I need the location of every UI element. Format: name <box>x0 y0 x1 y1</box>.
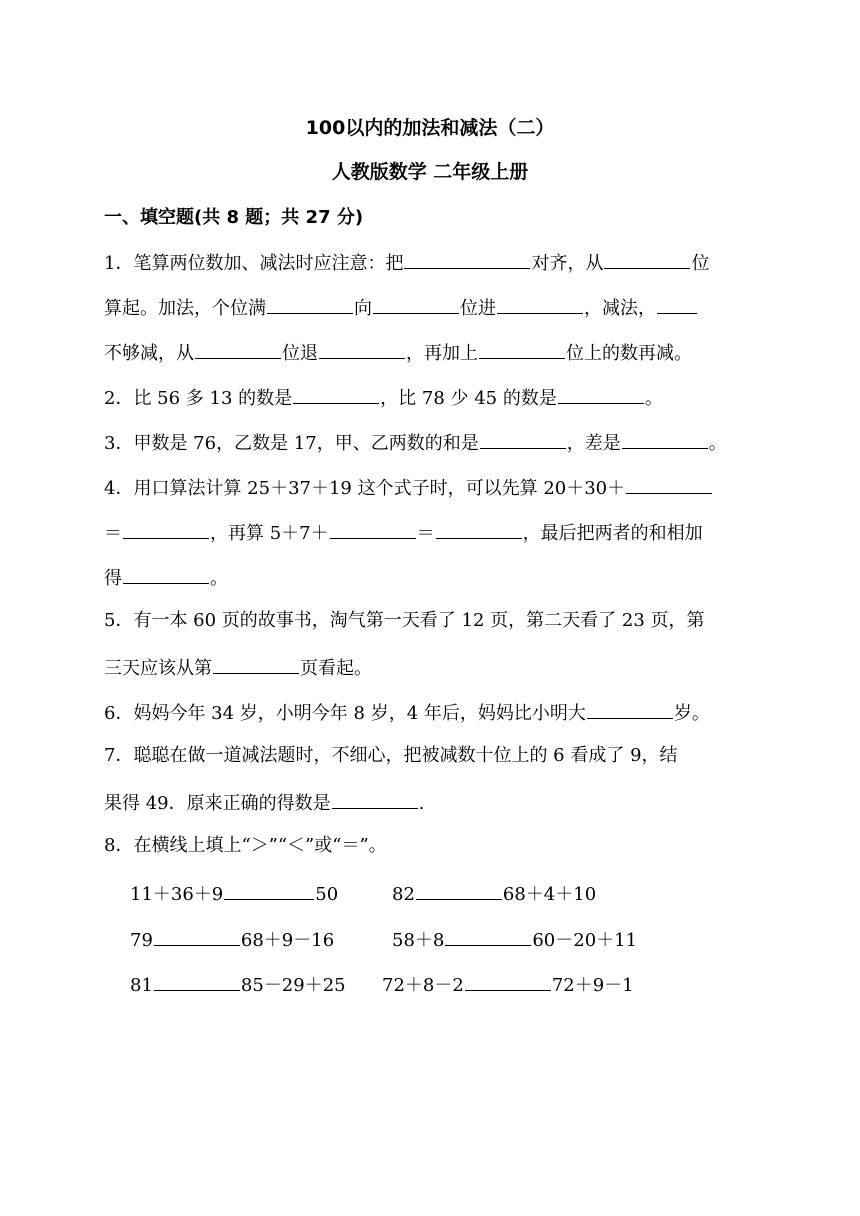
comparison-item: 79 68＋9－16 <box>130 925 334 954</box>
comparison-item: 81 85－29＋25 <box>130 970 346 999</box>
answer-blank[interactable] <box>465 970 551 991</box>
question-8-intro: 8．在横线上填上“＞”“＜”或“＝”。 <box>104 835 387 856</box>
comparison-item: 11＋36＋9 50 <box>130 879 338 908</box>
question-4-line-2: ＝ ，再算 5＋7＋ ＝ ，最后把两者的和相加 <box>104 518 760 547</box>
question-1-line-2: 算起。加法，个位满 向 位进 ，减法， <box>104 293 760 322</box>
answer-blank[interactable] <box>195 338 281 359</box>
answer-blank[interactable] <box>436 518 522 539</box>
question-2: 2．比 56 多 13 的数是 ，比 78 少 45 的数是 。 <box>104 383 760 412</box>
question-5-line-1: 5．有一本 60 页的故事书，淘气第一天看了 12 页，第二天看了 23 页，第 <box>104 610 705 631</box>
question-1-line-1: 1．笔算两位数加、减法时应注意：把 对齐，从 位 <box>104 248 760 277</box>
comparison-item: 72＋8－2 72＋9－1 <box>382 970 634 999</box>
page-subtitle: 人教版数学 二年级上册 <box>331 161 529 183</box>
question-4-line-3: 得 。 <box>104 563 760 592</box>
answer-blank[interactable] <box>373 293 459 314</box>
answer-blank[interactable] <box>657 293 697 314</box>
answer-blank[interactable] <box>479 338 565 359</box>
question-1-line-3: 不够减，从 位退 ，再加上 位上的数再减。 <box>104 338 760 367</box>
answer-blank[interactable] <box>604 248 690 269</box>
answer-blank[interactable] <box>480 428 566 449</box>
answer-blank[interactable] <box>319 338 405 359</box>
answer-blank[interactable] <box>622 428 708 449</box>
answer-blank[interactable] <box>123 518 209 539</box>
answer-blank[interactable] <box>154 970 240 991</box>
section-heading: 一、填空题(共 8 题；共 27 分) <box>104 207 364 228</box>
question-3: 3．甲数是 76，乙数是 17，甲、乙两数的和是 ，差是 。 <box>104 428 760 457</box>
question-6: 6．妈妈今年 34 岁，小明今年 8 岁，4 年后，妈妈比小明大 岁。 <box>104 698 760 727</box>
answer-blank[interactable] <box>404 248 530 269</box>
answer-blank[interactable] <box>626 473 712 494</box>
answer-blank[interactable] <box>213 653 299 674</box>
answer-blank[interactable] <box>293 383 379 404</box>
question-5-line-2: 三天应该从第 页看起。 <box>104 653 760 682</box>
question-4-line-1: 4．用口算法计算 25＋37＋19 这个式子时，可以先算 20＋30＋ <box>104 473 760 502</box>
comparison-item: 58＋8 60－20＋11 <box>392 925 637 954</box>
question-7-line-1: 7．聪聪在做一道减法题时，不细心，把被减数十位上的 6 看成了 9，结 <box>104 745 678 766</box>
answer-blank[interactable] <box>416 879 502 900</box>
question-7-line-2: 果得 49．原来正确的得数是 . <box>104 788 760 817</box>
answer-blank[interactable] <box>497 293 583 314</box>
answer-blank[interactable] <box>558 383 644 404</box>
answer-blank[interactable] <box>332 788 418 809</box>
page-title: 100以内的加法和减法（二） <box>305 117 555 139</box>
answer-blank[interactable] <box>123 563 209 584</box>
answer-blank[interactable] <box>445 925 531 946</box>
answer-blank[interactable] <box>154 925 240 946</box>
answer-blank[interactable] <box>330 518 416 539</box>
comparison-item: 82 68＋4＋10 <box>392 879 596 908</box>
answer-blank[interactable] <box>267 293 353 314</box>
answer-blank[interactable] <box>587 698 673 719</box>
answer-blank[interactable] <box>224 879 314 900</box>
